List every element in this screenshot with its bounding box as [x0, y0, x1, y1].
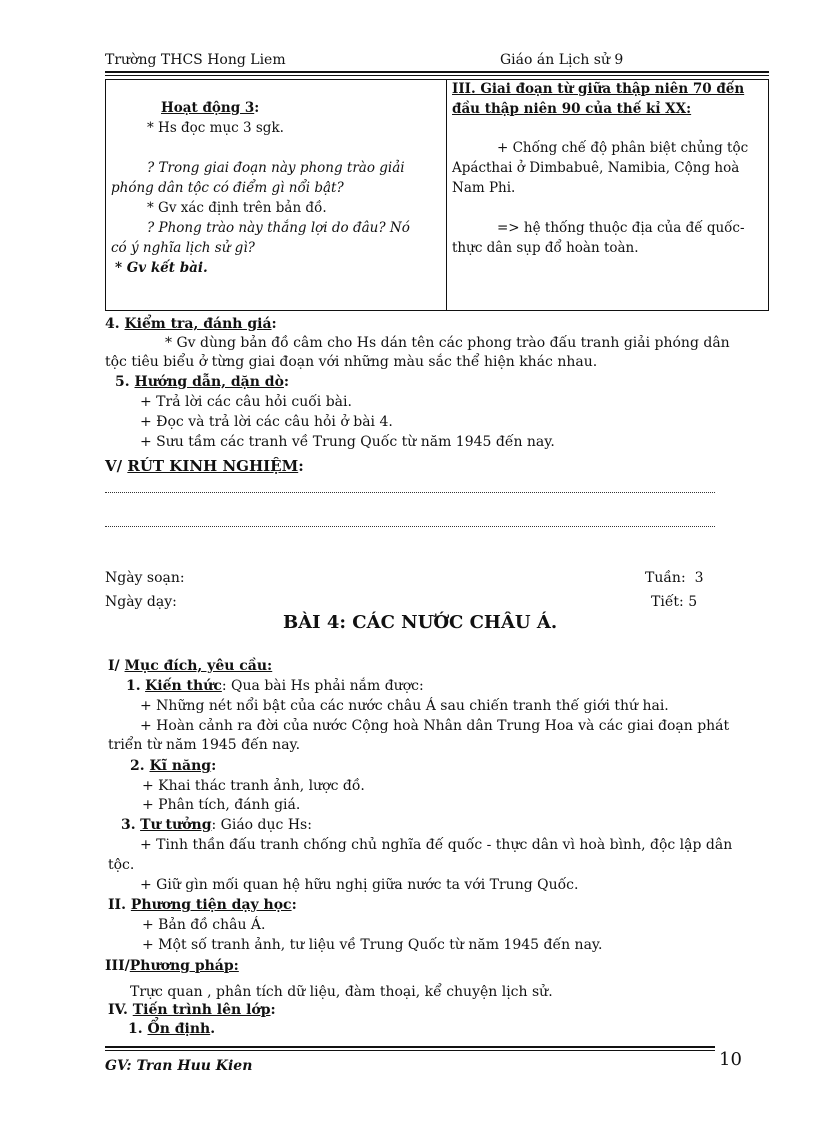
thought-item-wrap: tộc. [108, 857, 135, 873]
means-heading: II. Phương tiện dạy học: [108, 897, 297, 913]
knowledge-item: + Những nét nổi bật của các nước châu Á sau chiến tranh thế giới thứ hai. [140, 698, 669, 714]
left-line-1: * Hs đọc mục 3 sgk. [147, 120, 284, 136]
left-line-4: * Gv xác định trên bản đồ. [147, 200, 327, 216]
thought-heading: 3. Tư tưởng: Giáo dục Hs: [121, 817, 312, 833]
footer-rule-thin [105, 1050, 715, 1051]
thought-item: + Giữ gìn mối quan hệ hữu nghị giữa nước ta với Trung Quốc. [140, 877, 579, 893]
review-dotted-line [105, 526, 715, 527]
method-heading: III/Phương pháp: [105, 958, 239, 974]
goals-heading: I/ Mục đích, yêu cầu: [108, 658, 273, 674]
left-line-6: có ý nghĩa lịch sử gì? [111, 240, 255, 256]
lesson-title: BÀI 4: CÁC NƯỚC CHÂU Á. [283, 612, 558, 633]
skills-heading: 2. Kĩ năng: [130, 758, 217, 774]
section4-line-2: tộc tiêu biểu ở từng giai đoạn với những màu sắc thể hiện khác nhau. [105, 354, 598, 370]
right-heading-1: III. Giai đoạn từ giữa thập niên 70 đến [452, 81, 745, 97]
method-text: Trực quan , phân tích dữ liệu, đàm thoại, kể chuyện lịch sử. [130, 984, 553, 1000]
review-dotted-line [105, 492, 715, 493]
prep-date-label: Ngày soạn: [105, 570, 185, 586]
section5-item: + Trả lời các câu hỏi cuối bài. [140, 394, 352, 410]
section4-line-1: * Gv dùng bản đồ câm cho Hs dán tên các phong trào đấu tranh giải phóng dân [165, 335, 730, 351]
left-line-3: phóng dân tộc có điểm gì nổi bật? [111, 180, 344, 196]
header-school: Trường THCS Hong Liem [105, 52, 286, 68]
review-heading: V/ RÚT KINH NGHIỆM: [105, 457, 304, 475]
header-subject: Giáo án Lịch sử 9 [500, 52, 624, 68]
teach-date-label: Ngày dạy: [105, 594, 177, 610]
process-step: 1. Ổn định. [128, 1021, 216, 1037]
section5-item: + Đọc và trả lời các câu hỏi ở bài 4. [140, 414, 393, 430]
header-rule-thin [105, 75, 769, 76]
activity-heading: Hoạt động 3: [161, 100, 260, 116]
process-heading: IV. Tiến trình lên lớp: [108, 1002, 276, 1018]
section5-item: + Sưu tầm các tranh về Trung Quốc từ năm 1945 đến nay. [140, 434, 555, 450]
footer-teacher: GV: Tran Huu Kien [105, 1058, 253, 1074]
lesson-table [105, 79, 769, 311]
right-heading-2: đầu thập niên 90 của thế kỉ XX: [452, 101, 692, 117]
thought-item: + Tinh thần đấu tranh chống chủ nghĩa đế quốc - thực dân vì hoà bình, độc lập dân [140, 837, 733, 853]
week-info: Tuần: 3 [645, 570, 704, 586]
period-info: Tiết: 5 [651, 594, 698, 610]
left-line-7: * Gv kết bài. [115, 260, 208, 276]
knowledge-item: + Hoàn cảnh ra đời của nước Cộng hoà Nhân dân Trung Hoa và các giai đoạn phát [140, 718, 730, 734]
page-number: 10 [719, 1049, 742, 1070]
right-line-4: => hệ thống thuộc địa của đế quốc- [497, 220, 745, 236]
header-rule [105, 71, 769, 73]
skills-item: + Phân tích, đánh giá. [142, 797, 301, 813]
skills-item: + Khai thác tranh ảnh, lược đồ. [142, 778, 365, 794]
right-line-1: + Chống chế độ phân biệt chủng tộc [497, 140, 749, 156]
footer-rule [105, 1046, 715, 1048]
table-right-cell [447, 80, 769, 311]
right-line-5: thực dân sụp đổ hoàn toàn. [452, 240, 639, 256]
knowledge-heading: 1. Kiến thức: Qua bài Hs phải nắm được: [126, 678, 424, 694]
right-line-2: Apácthai ở Dimbabuê, Namibia, Cộng hoà [452, 160, 740, 176]
knowledge-item-wrap: triển từ năm 1945 đến nay. [108, 737, 301, 753]
section4-heading: 4. Kiểm tra, đánh giá: [105, 316, 277, 332]
means-item: + Một số tranh ảnh, tư liệu về Trung Quốc từ năm 1945 đến nay. [142, 937, 603, 953]
left-line-2: ? Trong giai đoạn này phong trào giải [147, 160, 405, 176]
table-left-cell [106, 80, 447, 311]
section5-heading: 5. Hướng dẫn, dặn dò: [115, 374, 290, 390]
means-item: + Bản đồ châu Á. [142, 917, 266, 933]
left-line-5: ? Phong trào này thắng lợi do đâu? Nó [147, 220, 410, 236]
right-line-3: Nam Phi. [452, 180, 516, 196]
